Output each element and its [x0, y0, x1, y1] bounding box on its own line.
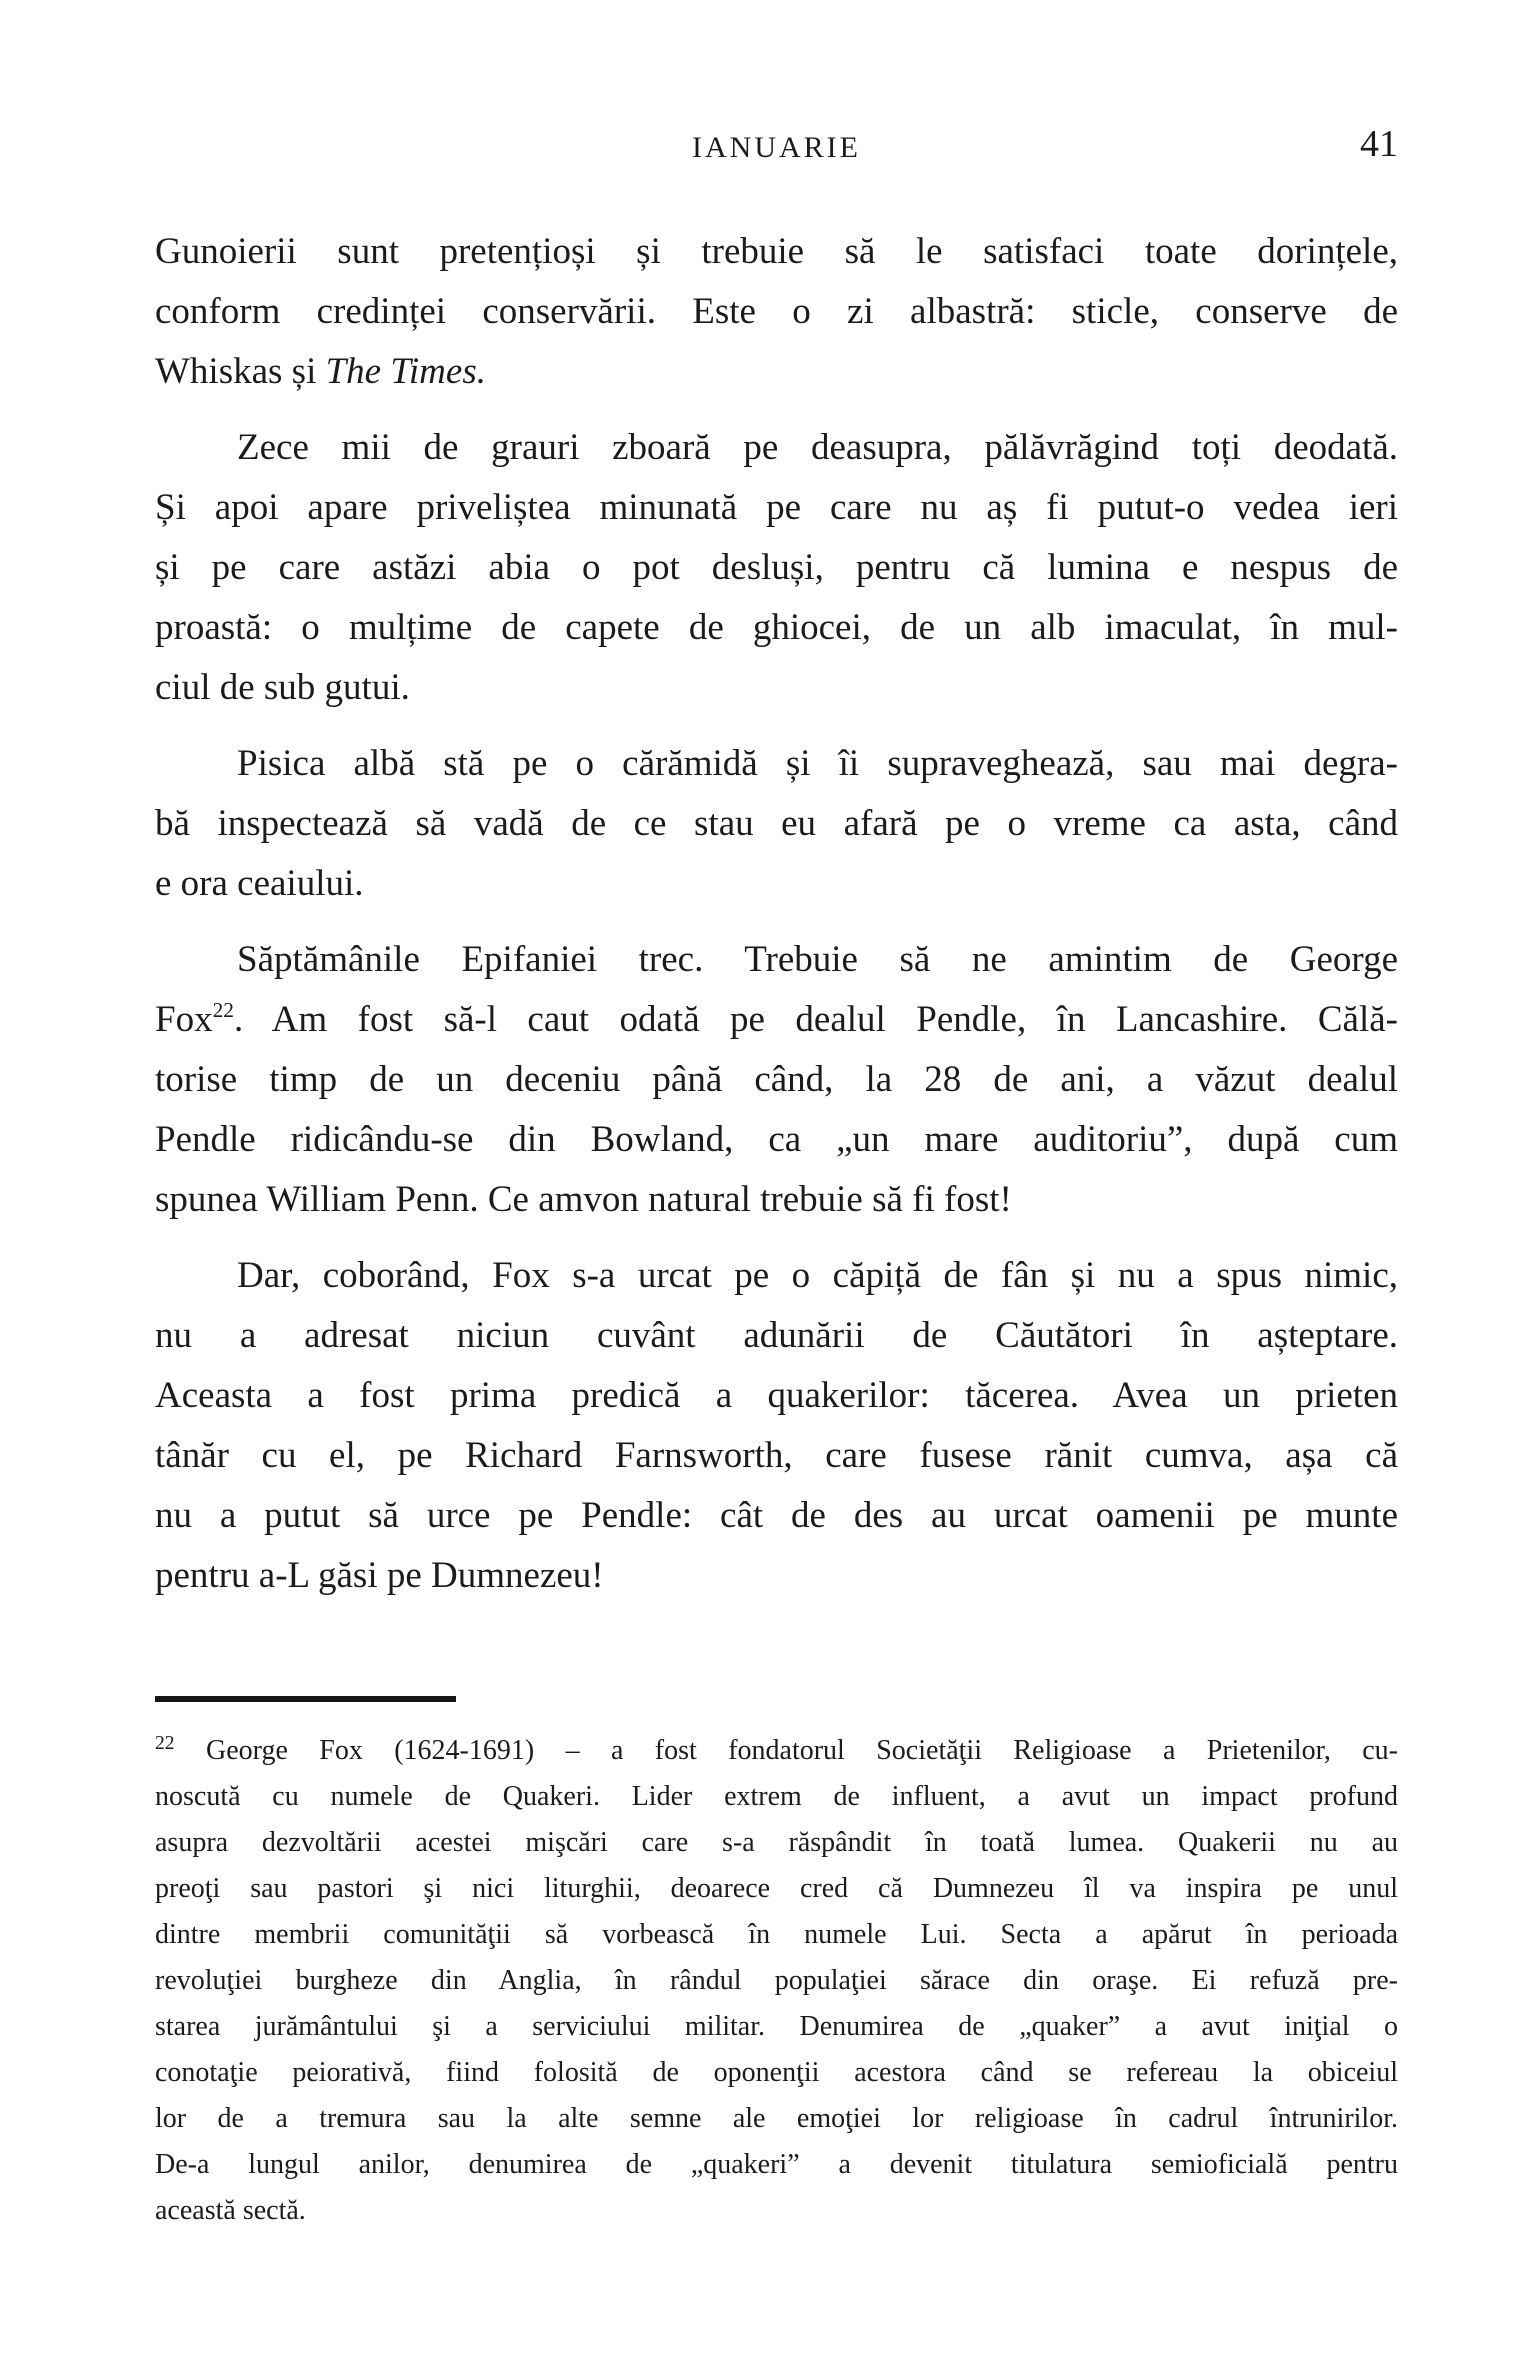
text-line: preoţi sau pastori şi nici liturghii, deoarece cred că Dumnezeu îl va inspira pe unul	[155, 1873, 1398, 1904]
body-text	[155, 222, 1398, 1606]
text-line: revoluţiei burgheze din Anglia, în rândul populaţiei sărace din oraşe. Ei refuză pre-	[155, 1965, 1398, 1996]
text-segment: Fox	[155, 999, 213, 1040]
text-line: conform credinței conservării. Este o zi albastră: sticle, conserve de	[155, 291, 1398, 332]
text-line: Gunoierii sunt pretențioși și trebuie să le satisfaci toate dorințele,	[155, 231, 1398, 272]
text-line: Zece mii de grauri zboară pe deasupra, pălăvrăgind toți deodată.	[237, 427, 1398, 468]
text-segment: . Am fost să-l caut odată pe dealul Pendle, în Lancashire. Călă-	[234, 999, 1398, 1040]
text-line: tânăr cu el, pe Richard Farnsworth, care fusese rănit cumva, așa că	[155, 1435, 1398, 1476]
text-line: torise timp de un deceniu până când, la 28 de ani, a văzut dealul	[155, 1059, 1398, 1100]
text-line: bă inspectează să vadă de ce stau eu afară pe o vreme ca asta, când	[155, 803, 1398, 844]
text-line: nu a putut să urce pe Pendle: cât de des au urcat oamenii pe munte	[155, 1495, 1398, 1536]
paragraph	[155, 418, 1398, 718]
text-line: Dar, coborând, Fox s-a urcat pe o căpiță de fân și nu a spus nimic,	[237, 1255, 1398, 1296]
text-line: asupra dezvoltării acestei mişcări care s-a răspândit în toată lumea. Quakerii nu au	[155, 1827, 1398, 1858]
italic-text: The Times.	[325, 351, 486, 392]
paragraph	[155, 222, 1398, 402]
text-line: ciul de sub gutui.	[155, 667, 410, 708]
text-line	[155, 990, 1398, 1050]
text-line	[155, 1728, 1398, 1774]
text-line: proastă: o mulțime de capete de ghiocei, de un alb imaculat, în mul-	[155, 607, 1398, 648]
paragraph	[155, 734, 1398, 914]
text-block	[155, 222, 1398, 2234]
paragraph	[155, 1246, 1398, 1606]
text-line: Aceasta a fost prima predică a quakerilor: tăcerea. Avea un prieten	[155, 1375, 1398, 1416]
text-line: și pe care astăzi abia o pot desluși, pentru că lumina e nespus de	[155, 547, 1398, 588]
text-line: Și apoi apare priveliștea minunată pe care nu aș fi putut-o vedea ieri	[155, 487, 1398, 528]
text-line: lor de a tremura sau la alte semne ale emoţiei lor religioase în cadrul întrunirilor.	[155, 2103, 1398, 2134]
text-segment: Whiskas și	[155, 351, 326, 392]
text-line: nu a adresat niciun cuvânt adunării de Căutători în așteptare.	[155, 1315, 1398, 1356]
text-line: această sectă.	[155, 2195, 306, 2226]
footnote-reference: 22	[212, 998, 235, 1022]
text-line: dintre membrii comunităţii să vorbească în numele Lui. Secta a apărut în perioada	[155, 1919, 1398, 1950]
text-line: conotaţie peiorativă, fiind folosită de oponenţii acestora când se refereau la obiceiul	[155, 2057, 1398, 2088]
footnote	[155, 1728, 1398, 2234]
text-line: pentru a-L găsi pe Dumnezeu!	[155, 1555, 604, 1596]
paragraph	[155, 930, 1398, 1230]
text-line: starea jurământului şi a serviciului militar. Denumirea de „quaker” a avut iniţial o	[155, 2011, 1398, 2042]
footnote-separator	[155, 1696, 456, 1702]
text-line: Săptămânile Epifaniei trec. Trebuie să ne amintim de George	[237, 939, 1398, 980]
page-number: 41	[1360, 123, 1398, 165]
text-line: Pendle ridicându-se din Bowland, ca „un mare auditoriu”, după cum	[155, 1119, 1398, 1160]
text-line: spunea William Penn. Ce amvon natural trebuie să fi fost!	[155, 1179, 1012, 1220]
text-segment: George Fox (1624-1691) – a fost fondatorul Societăţii Religioase a Prietenilor, cu-	[174, 1735, 1398, 1766]
text-line	[155, 342, 1398, 402]
text-line: Pisica albă stă pe o cărămidă și îi supraveghează, sau mai degra-	[237, 743, 1398, 784]
running-header-title: IANUARIE	[692, 131, 861, 164]
text-line: e ora ceaiului.	[155, 863, 364, 904]
footnote-reference: 22	[155, 1733, 175, 1754]
text-line: De-a lungul anilor, denumirea de „quakeri” a devenit titulatura semioficială pentru	[155, 2149, 1398, 2180]
text-line: noscută cu numele de Quakeri. Lider extrem de influent, a avut un impact profund	[155, 1781, 1398, 1812]
